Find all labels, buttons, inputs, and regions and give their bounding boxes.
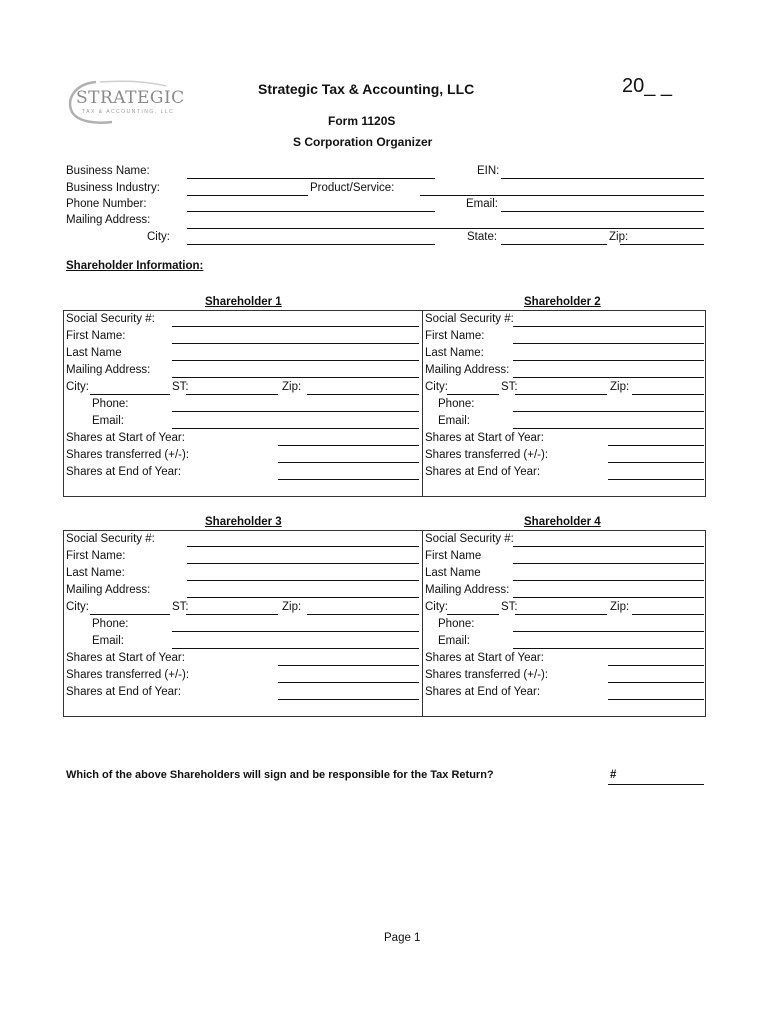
ssn-label: Social Security #: <box>66 313 155 325</box>
business-name-label: Business Name: <box>66 165 150 177</box>
city-field[interactable] <box>447 394 499 395</box>
last-name-field[interactable] <box>513 580 704 581</box>
zip-label: Zip: <box>610 381 630 393</box>
shares-end-label: Shares at End of Year: <box>425 466 541 478</box>
zip-field[interactable] <box>632 394 704 395</box>
shares-end-field[interactable] <box>608 479 704 480</box>
last-name-label: Last Name <box>425 567 481 579</box>
state-label: ST: <box>172 381 189 393</box>
state-label: ST: <box>501 381 518 393</box>
mailing-address-label: Mailing Address: <box>66 364 151 376</box>
first-name-field[interactable] <box>172 343 419 344</box>
last-name-label: Last Name <box>66 347 122 359</box>
company-name: Strategic Tax & Accounting, LLC <box>258 81 475 97</box>
shareholder-section-title: Shareholder Information: <box>66 260 204 272</box>
last-name-label: Last Name: <box>66 567 125 579</box>
phone-field[interactable] <box>513 631 704 632</box>
shares-start-label: Shares at Start of Year: <box>66 432 185 444</box>
city-label: City: <box>147 231 170 243</box>
state-label: ST: <box>501 601 518 613</box>
first-name-label: First Name: <box>66 330 126 342</box>
city-field[interactable] <box>90 394 170 395</box>
shares-end-field[interactable] <box>278 479 419 480</box>
phone-number-field[interactable] <box>187 211 435 212</box>
email-label: Email: <box>438 415 470 427</box>
mailing-address-field[interactable] <box>513 597 704 598</box>
shares-start-label: Shares at Start of Year: <box>425 652 544 664</box>
company-logo <box>66 78 188 126</box>
ein-label: EIN: <box>477 165 500 177</box>
email-label: Email: <box>466 198 498 210</box>
last-name-field[interactable] <box>172 360 419 361</box>
ssn-field[interactable] <box>187 546 419 547</box>
mailing-address-field[interactable] <box>172 377 419 378</box>
signer-number-field[interactable] <box>608 784 704 785</box>
ssn-field[interactable] <box>513 326 704 327</box>
phone-label: Phone: <box>438 398 475 410</box>
phone-label: Phone: <box>92 618 129 630</box>
shareholder-3-title: Shareholder 3 <box>205 516 282 528</box>
city-label: City: <box>425 381 448 393</box>
zip-label: Zip: <box>610 601 630 613</box>
first-name-field[interactable] <box>187 563 419 564</box>
signer-number-label: # <box>610 769 617 781</box>
shares-start-field[interactable] <box>608 665 704 666</box>
last-name-label: Last Name: <box>425 347 484 359</box>
mailing-address-field[interactable] <box>513 377 704 378</box>
state-label: State: <box>467 231 498 243</box>
box-divider <box>422 530 423 717</box>
shares-end-label: Shares at End of Year: <box>425 686 541 698</box>
product-service-label: Product/Service: <box>310 182 395 194</box>
logo-subtext: TAX & ACCOUNTING, LLC <box>82 109 175 115</box>
city-field[interactable] <box>447 614 499 615</box>
last-name-field[interactable] <box>513 360 704 361</box>
phone-field[interactable] <box>172 411 419 412</box>
page-number: Page 1 <box>384 932 421 944</box>
shares-start-label: Shares at Start of Year: <box>66 652 185 664</box>
shares-transferred-field[interactable] <box>278 462 419 463</box>
signer-question: Which of the above Shareholders will sign and be responsible for the Tax Return? <box>66 769 494 781</box>
shares-transferred-label: Shares transferred (+/-): <box>66 669 190 681</box>
shareholder-1-title: Shareholder 1 <box>205 296 282 308</box>
ssn-field[interactable] <box>513 546 704 547</box>
product-service-field[interactable] <box>420 195 704 196</box>
state-field[interactable] <box>515 614 607 615</box>
mailing-address-field[interactable] <box>187 228 704 229</box>
shareholder-4-title: Shareholder 4 <box>524 516 601 528</box>
shares-transferred-label: Shares transferred (+/-): <box>66 449 190 461</box>
email-label: Email: <box>438 635 470 647</box>
state-field[interactable] <box>515 394 607 395</box>
form-number: Form 1120S <box>328 114 396 128</box>
shares-start-field[interactable] <box>608 445 704 446</box>
phone-field[interactable] <box>513 411 704 412</box>
state-field[interactable] <box>186 614 278 615</box>
ssn-label: Social Security #: <box>425 533 514 545</box>
mailing-address-field[interactable] <box>187 597 419 598</box>
last-name-field[interactable] <box>187 580 419 581</box>
zip-field[interactable] <box>307 614 419 615</box>
phone-label: Phone: <box>438 618 475 630</box>
shares-start-field[interactable] <box>278 665 419 666</box>
business-name-field[interactable] <box>187 178 435 179</box>
phone-field[interactable] <box>172 631 419 632</box>
shares-end-field[interactable] <box>608 699 704 700</box>
shareholder-2-title: Shareholder 2 <box>524 296 601 308</box>
shares-transferred-field[interactable] <box>278 682 419 683</box>
state-label: ST: <box>172 601 189 613</box>
shares-end-field[interactable] <box>278 699 419 700</box>
mailing-address-label: Mailing Address: <box>425 584 510 596</box>
logo-wordmark: STRATEGIC <box>76 88 185 108</box>
form-title: S Corporation Organizer <box>293 135 433 149</box>
ssn-label: Social Security #: <box>66 533 155 545</box>
zip-field[interactable] <box>307 394 419 395</box>
zip-label: Zip: <box>282 381 302 393</box>
city-field[interactable] <box>90 614 170 615</box>
box-divider <box>422 310 423 497</box>
email-field[interactable] <box>513 648 704 649</box>
email-label: Email: <box>92 415 124 427</box>
first-name-field[interactable] <box>513 563 704 564</box>
city-label: City: <box>66 601 89 613</box>
zip-field[interactable] <box>620 244 704 245</box>
shares-transferred-label: Shares transferred (+/-): <box>425 449 549 461</box>
email-label: Email: <box>92 635 124 647</box>
email-field[interactable] <box>172 648 419 649</box>
shares-start-field[interactable] <box>278 445 419 446</box>
email-field[interactable] <box>501 211 704 212</box>
zip-label: Zip: <box>282 601 302 613</box>
mailing-address-label: Mailing Address: <box>66 584 151 596</box>
business-industry-field[interactable] <box>187 195 308 196</box>
shares-transferred-field[interactable] <box>608 462 704 463</box>
shares-start-label: Shares at Start of Year: <box>425 432 544 444</box>
first-name-label: First Name: <box>66 550 126 562</box>
business-industry-label: Business Industry: <box>66 182 160 194</box>
state-field[interactable] <box>186 394 278 395</box>
first-name-field[interactable] <box>513 343 704 344</box>
shares-transferred-field[interactable] <box>608 682 704 683</box>
shares-end-label: Shares at End of Year: <box>66 466 182 478</box>
mailing-address-label: Mailing Address: <box>425 364 510 376</box>
city-label: City: <box>425 601 448 613</box>
first-name-label: First Name <box>425 550 482 562</box>
tax-year: 20_ _ <box>622 75 673 97</box>
phone-number-label: Phone Number: <box>66 198 147 210</box>
ssn-field[interactable] <box>172 326 419 327</box>
shares-end-label: Shares at End of Year: <box>66 686 182 698</box>
email-field[interactable] <box>172 428 419 429</box>
email-field[interactable] <box>513 428 704 429</box>
first-name-label: First Name: <box>425 330 485 342</box>
city-label: City: <box>66 381 89 393</box>
city-field[interactable] <box>187 244 435 245</box>
shares-transferred-label: Shares transferred (+/-): <box>425 669 549 681</box>
zip-field[interactable] <box>632 614 704 615</box>
ein-field[interactable] <box>501 178 704 179</box>
ssn-label: Social Security #: <box>425 313 514 325</box>
zip-label: Zip: <box>609 231 629 243</box>
state-field[interactable] <box>501 244 607 245</box>
phone-label: Phone: <box>92 398 129 410</box>
mailing-address-label: Mailing Address: <box>66 214 151 226</box>
